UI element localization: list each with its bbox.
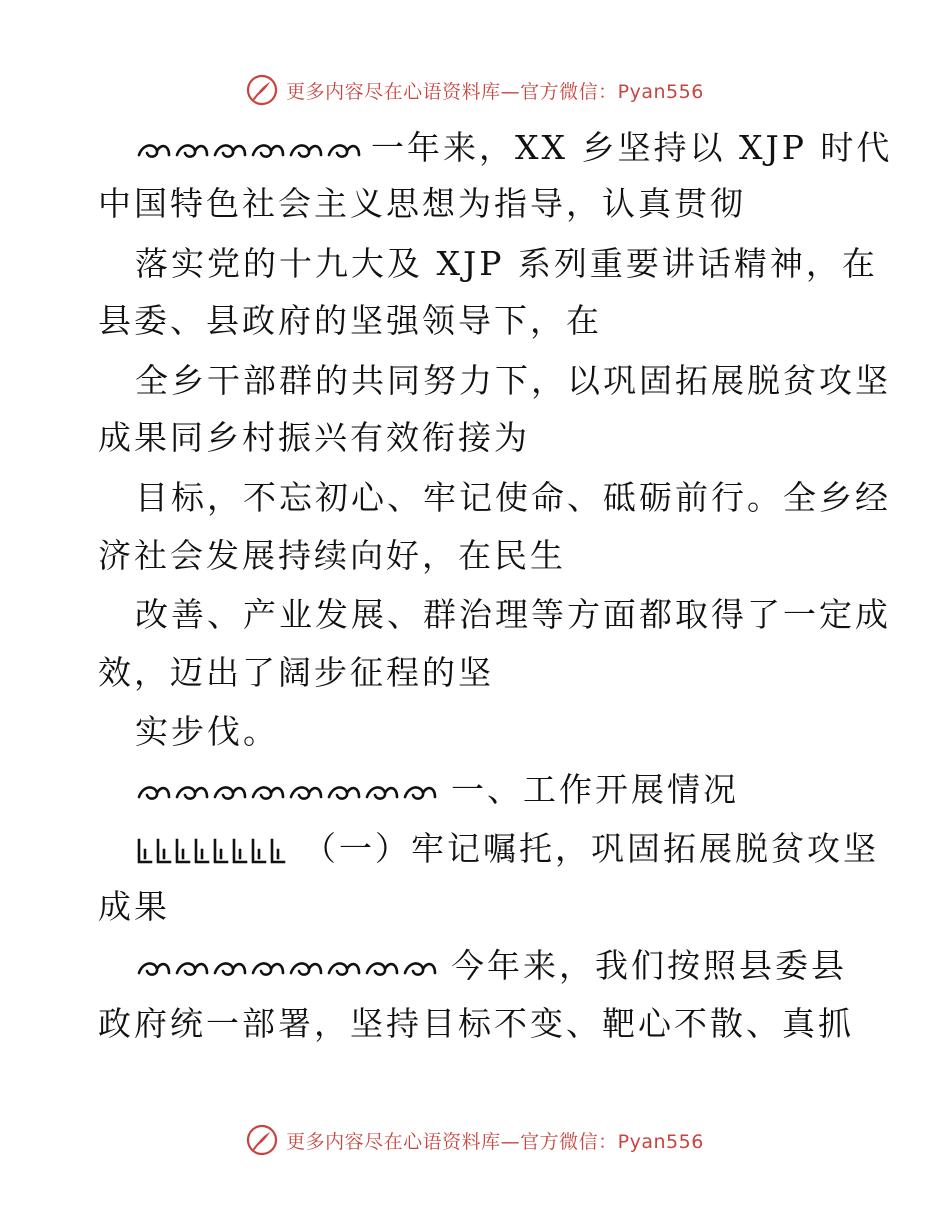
l-bracket-glyph-icon: [135, 829, 295, 869]
text-line: [135, 128, 892, 168]
line-text: 实步伐。: [135, 712, 279, 751]
line-text: 效，迈出了阔步征程的坚: [98, 653, 494, 692]
line-text: 全乡干部群的共同努力下，以巩固拓展脱贫攻坚: [135, 361, 891, 400]
line-text: 政府统一部署，坚持目标不变、靶心不散、真抓: [98, 1004, 854, 1043]
quill-logo-icon: [246, 74, 278, 106]
text-line: [98, 1004, 854, 1044]
text-line: [98, 536, 566, 576]
line-text: 成果同乡村振兴有效衔接为: [98, 418, 530, 457]
text-line: [98, 653, 494, 693]
footer-banner-text: 更多内容尽在心语资料库—官方微信：Pyan556: [286, 1130, 704, 1153]
line-text: 改善、产业发展、群治理等方面都取得了一定成: [135, 595, 891, 634]
text-line: [98, 184, 746, 224]
quill-logo-icon: [246, 1124, 278, 1156]
text-line: [135, 244, 878, 284]
footer-banner: [0, 1120, 950, 1160]
text-line: [98, 418, 530, 458]
subheading-text: （一）牢记嘱托，巩固拓展脱贫攻坚: [303, 829, 879, 868]
line-text: 中国特色社会主义思想为指导，认真贯彻: [98, 184, 746, 223]
text-line: [98, 887, 170, 927]
text-line: [135, 478, 891, 518]
line-text: 县委、县政府的坚强领导下，在: [98, 301, 602, 340]
header-banner: [0, 70, 950, 110]
text-line: [135, 712, 279, 752]
line-text: 成果: [98, 887, 170, 926]
text-line: [135, 946, 847, 986]
swirl-ornament-icon: [135, 128, 365, 168]
text-line: [135, 361, 891, 401]
line-text: 今年来，我们按照县委县: [451, 946, 847, 985]
line-text: 落实党的十九大及 XJP 系列重要讲话精神，在: [135, 244, 878, 283]
header-banner-text: 更多内容尽在心语资料库—官方微信：Pyan556: [286, 80, 704, 103]
line-text: 济社会发展持续向好，在民生: [98, 536, 566, 575]
swirl-ornament-icon: [135, 946, 445, 986]
line-text: 目标，不忘初心、牢记使命、砥砺前行。全乡经: [135, 478, 891, 517]
text-line: [98, 301, 602, 341]
line-text: 一年来，XX 乡坚持以 XJP 时代: [371, 128, 893, 167]
heading-text: 一、工作开展情况: [451, 770, 739, 809]
subsection-heading: [135, 829, 879, 869]
text-line: [135, 595, 891, 635]
swirl-ornament-icon: [135, 770, 445, 810]
section-heading: [135, 770, 739, 810]
